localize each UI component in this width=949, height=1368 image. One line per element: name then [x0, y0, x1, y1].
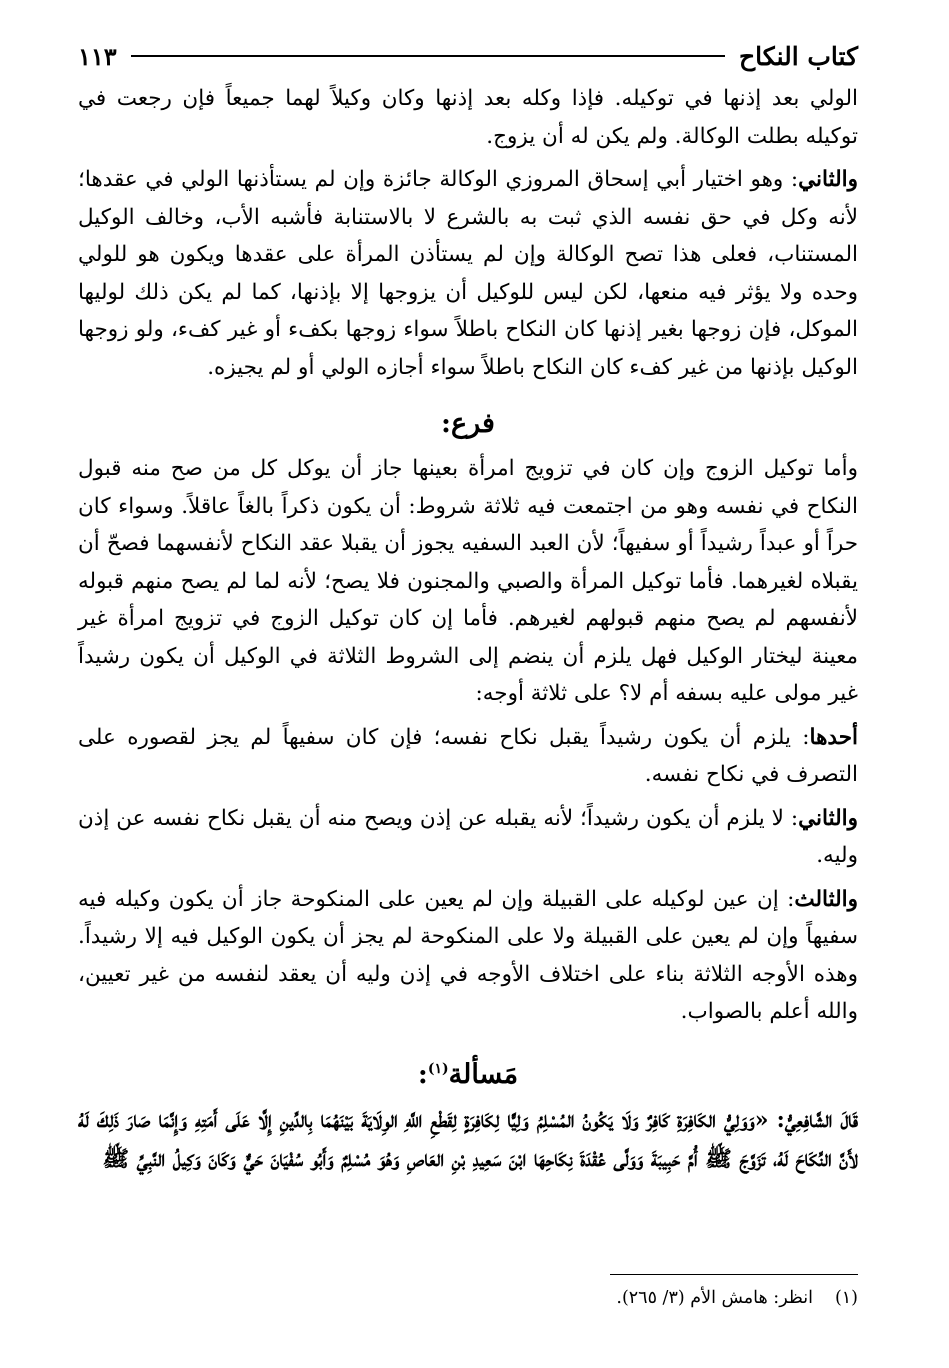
paragraph-2: والثاني: وهو اختيار أبي إسحاق المروزي الوكالة جائزة وإن لم يستأذنها الولي في عقدها؛ لأنه وكل في حق نفسه الذي ثبت به بالشرع لا بالاستنابة فأشبه الأب، وخالف الوكيل المستناب، فعلى هذا تصح الوكالة وإن لم يستأذن المرأة على عقدها ويكون هو للولي وحده ولا يؤثر فيه منعها، لكن ليس للوكيل أن يزوجها إلا بإذنها، كما لم يكن ذلك لوليها الموكل، فإن زوجها بغير إذنها كان النكاح باطلاً سواء زوجها بكفء أو غير كفء، ولو زوجها الوكيل بإذنها من غير كفء كان النكاح باطلاً سواء أجازه الولي أو لم يجيزه.: [78, 167, 858, 380]
paragraph-6: والثالث: إن عين لوكيله على القبيلة وإن لم يعين على المنكوحة جاز أن يكون وكيله فيه سفيهاً وإن لم يعين على القبيلة ولا على المنكوحة لم يجز أن يكون الوكيل فيه إلا رشيداً. وهذه الأوجه الثلاثة بناء على اختلاف الأوجه في إذن وليه أن يعقد لنفسه من غير تعيين، والله أعلم بالصواب.: [78, 886, 858, 1024]
book-title: كتاب النكاح: [739, 41, 858, 71]
paragraph-lead: والثالث: [794, 886, 858, 912]
paragraph-3: وأما توكيل الزوج وإن كان في تزويج امرأة بعينها جاز أن يوكل كل من صح منه قبول النكاح في نفسه وهو من اجتمعت فيه ثلاثة شروط: أن يكون ذكراً بالغاً عاقلاً. وسواء كان حراً أو عبداً رشيداً أو سفيهاً؛ لأن العبد السفيه يجوز أن يقبلا عقد النكاح لأنفسهما فصحّ أن يقبلاه لغيرهما. فأما توكيل المرأة والصبي والمجنون فلا يصح؛ لأنه لما لم يصح منهم قبوله لأنفسهم لم يصح منهم قبولهم لغيرهم. فأما إن كان توكيل الزوج في تزويج امرأة غير معينة ليختار الوكيل فهل يلزم أن ينضم إلى الشروط الثلاثة في الوكيل أن يكون رشيداً غير مولى عليه بسفه أم لا؟ على ثلاثة أوجه:: [78, 456, 858, 706]
footnote-ref[interactable]: (١): [427, 1060, 449, 1077]
footnote-number: (١): [834, 1288, 858, 1308]
far-section: [78, 450, 858, 1031]
running-header: [78, 36, 858, 76]
paragraph-5: والثاني: لا يلزم أن يكون رشيداً؛ لأنه يقبله عن إذن ويصح منه أن يقبل نكاح نفسه عن إذن وليه.: [78, 805, 858, 868]
page-number: ١١٣: [78, 41, 117, 71]
paragraph-lead: والثاني: [798, 805, 858, 831]
shafii-quote: قَالَ الشَّافِعِيُّ: «وَوَلِيُّ الكَافِرَةِ كَافِرٌ وَلَا يَكُونُ المُسْلِمُ وَلِيًّا لِكَافِرَةٍ لِقَطْعِ اللَّهِ الوِلَايَةَ بَيْنَهُمَا بِالدِّينِ إِلَّا عَلَى أَمَتِهِ وَإِنَّمَا صَارَ ذَلِكَ لَهُ لأَنَّ النِّكَاحَ لَهُ، تَزَوَّجَ ﷺ أُمَّ حَبِيبَةَ وَوَلَّى عُقْدَةَ نِكَاحِهَا ابْنَ سَعِيدِ بْنِ العَاصِ وَهُوَ مُسْلِمٌ وَأَبُو سُفْيَانَ حَيٌّ وَكَانَ وَكِيلُ النَّبِيِّ ﷺ: [78, 1106, 858, 1172]
paragraph-lead: والثاني: [798, 167, 858, 192]
footnote: [78, 1283, 858, 1313]
section-heading-masala: مَسألة$^{(١)}$:: [417, 1058, 519, 1090]
section-heading-far: فرع:: [441, 408, 495, 439]
paragraph-lead: أحدها: [809, 724, 858, 750]
footnote-text: انظر: هامش الأم (٣/ ٢٦٥).: [616, 1288, 813, 1308]
footnote-area: [78, 1274, 858, 1313]
page: [78, 36, 858, 1185]
footnote-rule: [610, 1274, 858, 1275]
header-rule: [131, 55, 725, 57]
paragraph-4: أحدها: يلزم أن يكون رشيداً يقبل نكاح نفسه؛ فإن كان سفيهاً لم يجز لقصوره على التصرف في نكاح نفسه.: [78, 724, 858, 787]
paragraph-1: الولي بعد إذنها في توكيله. فإذا وكله بعد إذنها وكان وكيلاً لهما جميعاً فإن رجعت في توكيله بطلت الوكالة. ولم يكن له أن يزوج.: [78, 86, 858, 149]
intro-section: [78, 80, 858, 386]
